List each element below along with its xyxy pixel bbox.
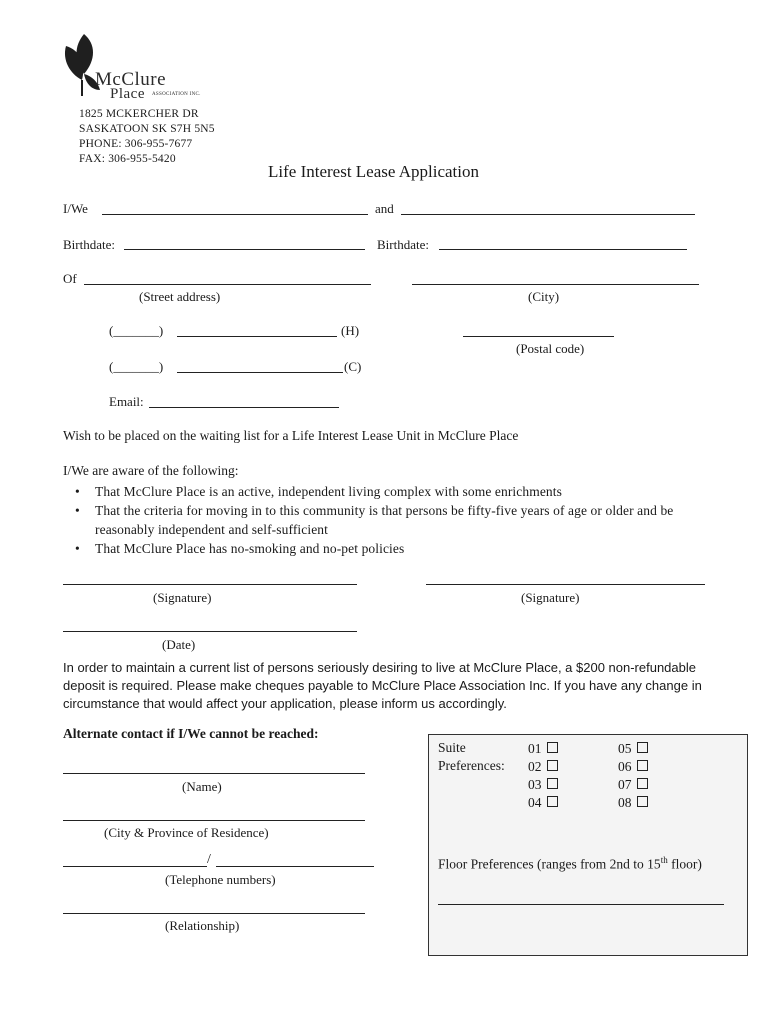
- and-label: and: [375, 201, 394, 216]
- home-phone-field[interactable]: [177, 336, 337, 337]
- aware-list: [63, 482, 713, 558]
- deposit-paragraph: In order to maintain a current list of persons seriously desiring to live at McClure Place, a $200 non-refundable deposit is required. Please make cheques payable to McClure Place Association Inc. If you have any change in circumstance that would affect your application, please inform us accordingly.: [63, 660, 702, 711]
- postal-code-caption: (Postal code): [516, 341, 585, 356]
- checkbox-icon[interactable]: [637, 796, 648, 807]
- iwe-label: I/We: [63, 201, 88, 216]
- suite-option[interactable]: 03: [528, 776, 558, 794]
- alt-city-field[interactable]: [63, 820, 365, 821]
- email-label: Email:: [109, 394, 144, 409]
- checkbox-icon[interactable]: [637, 778, 648, 789]
- signature-field-2[interactable]: [426, 584, 705, 585]
- suite-option[interactable]: 07: [618, 776, 648, 794]
- area-code-cell[interactable]: (_______): [109, 359, 164, 374]
- preferences-label: Preferences:: [438, 758, 505, 773]
- postal-code-field[interactable]: [463, 336, 614, 337]
- aware-item: • That McClure Place has no-smoking and no-pet policies: [75, 541, 405, 556]
- logo-name-line1: McClure: [95, 69, 167, 90]
- alt-phone-field-2[interactable]: [216, 866, 374, 867]
- suite-option[interactable]: 04: [528, 794, 558, 812]
- address-line1: 1825 MCKERCHER DR: [79, 108, 199, 120]
- area-code-home[interactable]: (_______): [109, 323, 164, 338]
- logo-name-suffix: ASSOCIATION INC.: [152, 92, 201, 97]
- checkbox-icon[interactable]: [637, 760, 648, 771]
- birthdate-label-2: Birthdate:: [377, 237, 429, 252]
- wish-statement: Wish to be placed on the waiting list for a Life Interest Lease Unit in McClure Place: [63, 428, 519, 443]
- of-label: Of: [63, 271, 77, 286]
- checkbox-icon[interactable]: [547, 760, 558, 771]
- aware-item: • That McClure Place is an active, independent living complex with some enrichments: [75, 484, 562, 499]
- date-field[interactable]: [63, 631, 357, 632]
- fax-line: FAX: 306-955-5420: [79, 153, 176, 165]
- street-address-field[interactable]: [84, 284, 371, 285]
- suite-column-1: [528, 740, 558, 812]
- applicant1-name-field[interactable]: [102, 214, 368, 215]
- home-suffix: (H): [341, 323, 360, 338]
- suite-column-2: [618, 740, 648, 812]
- suite-option[interactable]: 02: [528, 758, 558, 776]
- suite-option[interactable]: 08: [618, 794, 648, 812]
- floor-preferences-label: Floor Preferences (ranges from 2nd to 15th floor): [438, 855, 702, 872]
- suite-option[interactable]: 06: [618, 758, 648, 776]
- alt-relationship-field[interactable]: [63, 913, 365, 914]
- phone-slash: /: [207, 852, 211, 867]
- alt-phone-field-1[interactable]: [63, 866, 207, 867]
- birthdate-field-1[interactable]: [124, 249, 365, 250]
- signature-caption-1: (Signature): [153, 590, 212, 605]
- alt-name-caption: (Name): [182, 779, 222, 794]
- alt-name-field[interactable]: [63, 773, 365, 774]
- checkbox-icon[interactable]: [547, 796, 558, 807]
- signature-caption-2: (Signature): [521, 590, 580, 605]
- checkbox-icon[interactable]: [637, 742, 648, 753]
- floor-preference-field[interactable]: [438, 904, 724, 905]
- applicant2-name-field[interactable]: [401, 214, 695, 215]
- email-field[interactable]: [149, 407, 339, 408]
- alt-phone-caption: (Telephone numbers): [165, 872, 276, 887]
- suite-option[interactable]: 05: [618, 740, 648, 758]
- aware-intro: I/We are aware of the following:: [63, 463, 239, 478]
- checkbox-icon[interactable]: [547, 742, 558, 753]
- date-caption: (Date): [162, 637, 196, 652]
- cell-suffix: (C): [344, 359, 362, 374]
- page-title: Life Interest Lease Application: [268, 162, 479, 181]
- suite-label: Suite: [438, 740, 466, 755]
- cell-phone-field[interactable]: [177, 372, 343, 373]
- aware-item: • That the criteria for moving in to this community is that persons be fifty-five years of age or older and be reasonably independent and self-sufficient: [75, 503, 674, 537]
- city-field[interactable]: [412, 284, 699, 285]
- logo-name-line2: Place: [110, 86, 145, 102]
- alt-city-caption: (City & Province of Residence): [104, 825, 269, 840]
- alternate-contact-heading: Alternate contact if I/We cannot be reached:: [63, 726, 319, 741]
- address-block: [79, 107, 215, 167]
- birthdate-field-2[interactable]: [439, 249, 687, 250]
- phone-line: PHONE: 306-955-7677: [79, 138, 193, 150]
- checkbox-icon[interactable]: [547, 778, 558, 789]
- alt-relationship-caption: (Relationship): [165, 918, 240, 933]
- street-address-caption: (Street address): [139, 289, 221, 304]
- birthdate-label-1: Birthdate:: [63, 237, 115, 252]
- signature-field-1[interactable]: [63, 584, 357, 585]
- address-line2: SASKATOON SK S7H 5N5: [79, 123, 215, 135]
- suite-option[interactable]: 01: [528, 740, 558, 758]
- city-caption: (City): [528, 289, 560, 304]
